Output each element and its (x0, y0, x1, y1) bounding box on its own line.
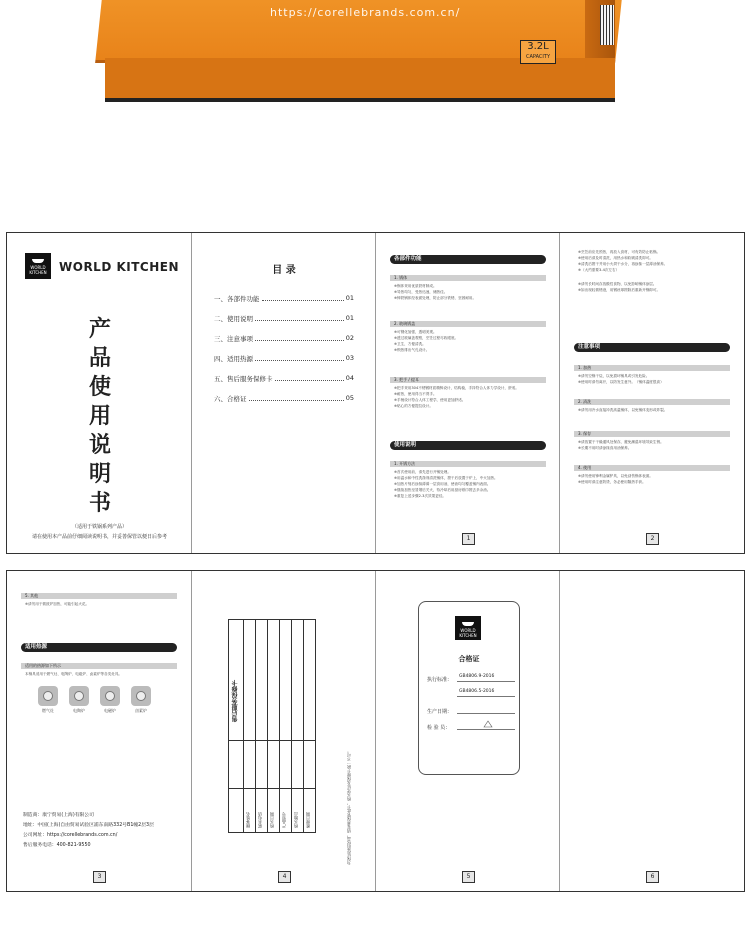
cover-title: 产品使用说明书 (88, 317, 111, 516)
toc-item-label: 二、使用说明 (214, 314, 253, 323)
inspector-label: 检 验 员： (427, 725, 451, 731)
section-title: 各部件功能 (390, 255, 546, 264)
page-2-panel (560, 233, 744, 553)
subsection-title: 2. 玻璃锅盖 (390, 321, 546, 327)
body-text: ※首次使用前，请先进行开锅处理。 ※用温水和中性洗涤剂清洗锅体，擦干后放置于炉上，中火加热。 ※加热片刻后涂抹薄薄一层食用油，使油均匀覆盖锅内表面。 ※继续加热至冒烟后关火，待冷却后用厨房纸巾擦去多余油。 ※重复上述步骤2-3次效果更佳。 (394, 470, 498, 498)
body-text: ※请勿使用锋利金属铲具，以免刮伤锅体表面。 ※使用时请注意防烫，务必使用隔热手套。 (578, 474, 653, 484)
subsection-title: 适用的热源如下所示 (21, 663, 177, 669)
standard-label: 执行标准： (427, 677, 453, 683)
toc-item-page: 05 (345, 394, 354, 402)
section-title: 适用热源 (21, 643, 177, 652)
body-text: ※请勿长时间存放酸性食物，以免影响锅体涂层。 ※如出现轻微锈迹，用钢丝球擦除后重新开锅即可。 (578, 282, 661, 292)
body-text: ※请勿用于微波炉加热，可能引起火花。 (25, 602, 90, 606)
capacity-badge (520, 40, 556, 64)
body-text: ※锅体采用优质铁材制成。 ※导热均匀，受热迅速，储热佳。 ※铸铁锅体经表面处理，防止部分铁锈，坚固耐用。 (394, 284, 477, 300)
toc-item-page: 04 (345, 374, 354, 382)
page-3-panel (7, 571, 192, 891)
toc-item[interactable] (214, 308, 354, 328)
body-text: ※请放置于干燥通风处保存，避免潮湿环境导致生锈。 ※长期不用时请涂抹食用油保养。 (578, 440, 664, 450)
capacity-caption: CAPACITY (525, 54, 550, 60)
cover-subtitle: （适用于铁锅系列产品） (71, 524, 127, 530)
ceramic-stove-icon: 电陶炉 (68, 686, 90, 714)
page-number: 6 (646, 871, 659, 883)
gas-stove-icon: 燃气灶 (37, 686, 59, 714)
warranty-title: 售后服务保修卡 (232, 680, 239, 722)
capacity-value: 3.2L (527, 41, 549, 52)
subsection-title: 2. 清洗 (574, 399, 730, 405)
pamphlet-row-1 (6, 232, 745, 554)
warranty-header: 购买日期 (269, 812, 274, 828)
certificate-card (418, 601, 520, 775)
box-front-face (105, 58, 615, 102)
brand-name: WORLD KITCHEN (59, 260, 180, 274)
toc-item[interactable] (214, 388, 354, 408)
heat-source-icons (37, 686, 152, 714)
production-date-label: 生产日期： (427, 709, 453, 715)
body-text: ※可钢化加强，透明美观。 ※透过玻璃盖观察，烹饪过程尽收眼底。 ※卫生，方便清洗。 ※锁热排出气孔设计。 (394, 330, 459, 352)
page-number: 3 (93, 871, 106, 883)
page-1-panel (376, 233, 560, 553)
toc-item-label: 四、适用热源 (214, 354, 253, 363)
subsection-title: 3. 把手 / 提耳 (390, 377, 546, 383)
body-text: ※烹饪前应先预热，再放入食材，可有效防止粘锅。 ※使用后请及时清洗，用热水和软刷清洗即可。 ※清洗后擦干并用小火烘干水分，再涂抹一层薄油保养。 ※（大约需要3-4次左右） (578, 250, 668, 272)
product-box-photo (0, 0, 750, 110)
subsection-title: 1. 加热 (574, 365, 730, 371)
body-text: ※把手采用304不锈钢材质精铸设计，结构稳，手持符合人体力学设计，舒适。 ※耐热，使用得当不烫手。 ※手柄设计符合人体工程学，使用更加舒适。 ※贴心的方便提拉设计。 (394, 386, 519, 408)
page-number: 4 (278, 871, 291, 883)
cover-notice: 请在使用本产品前仔细阅读说明书，并妥善保管以便日后参考 (31, 534, 167, 540)
toc-item[interactable] (214, 368, 354, 388)
toc-item-label: 一、各部件功能 (214, 294, 260, 303)
brand-logo-icon: WORLD KITCHEN (25, 253, 51, 279)
warranty-header: 产品型号 (281, 812, 286, 828)
body-text: ※请勿用冷水直接冲洗高温锅体，以免锅体变形或炸裂。 (578, 408, 668, 412)
halogen-stove-icon: 卤素炉 (130, 686, 152, 714)
box-url-text: https://corellebrands.com.cn/ (270, 6, 461, 19)
barcode-icon (600, 5, 614, 45)
subsection-title: 1. 锅体 (390, 275, 546, 281)
warranty-header: 购买地点 (293, 812, 298, 828)
toc-item-page: 03 (345, 354, 354, 362)
body-text: 本锅具适用于燃气灶、电陶炉、电磁炉、卤素炉等各类灶具。 (25, 672, 123, 676)
toc-item[interactable] (214, 348, 354, 368)
toc-item[interactable] (214, 288, 354, 308)
cover-panel (7, 233, 192, 553)
subsection-title: 3. 保存 (574, 431, 730, 437)
toc-item-label: 五、售后服务保修卡 (214, 374, 273, 383)
toc-list (214, 288, 354, 408)
page-number: 5 (462, 871, 475, 883)
production-date-field (457, 705, 515, 714)
toc-item[interactable] (214, 328, 354, 348)
toc-panel (192, 233, 376, 553)
section-title: 注意事项 (574, 343, 730, 352)
company-info: 制造商：康宁贸易(上海)有限公司 地址：中国(上海)自由贸易试验区浦东南路332号B1幢2层3层 公司网址：https://corellebrands.com.cn/ 售后服务电话：400-821-9550 (23, 813, 154, 848)
warranty-header: 顾客姓名 (245, 812, 250, 828)
page-number: 1 (462, 533, 475, 545)
subsection-title: 1. 开锅方法 (390, 461, 546, 467)
inspection-stamp-icon (483, 720, 493, 728)
warranty-header: 维修日期 (305, 812, 310, 828)
page-6-panel (560, 571, 744, 891)
body-text: ※请勿空锅干烧，以免损坏锅具或引发危险。 ※使用时请勿离开，以防发生意外。（锅体温度很高） (578, 374, 664, 384)
induction-stove-icon: 电磁炉 (99, 686, 121, 714)
page-4-panel (192, 571, 376, 891)
page-5-panel (376, 571, 560, 891)
warranty-card (228, 619, 316, 833)
standard-value-2: GB4806.5-2016 (457, 688, 515, 697)
standard-value-1: GB4806.9-2016 (457, 673, 515, 682)
brand-logo-icon: WORLD KITCHEN (455, 616, 481, 640)
section-title: 使用说明 (390, 441, 546, 450)
warranty-note: 为保证您的权益，请妥善保管此卡，购买凭证及保修卡缺一不可。 (346, 749, 351, 865)
subsection-title: 5. 其他 (21, 593, 177, 599)
warranty-header: 联系电话 (257, 812, 262, 828)
certificate-title: 合格证 (458, 655, 480, 663)
page-number: 2 (646, 533, 659, 545)
pamphlet-row-2 (6, 570, 745, 892)
toc-item-page: 01 (345, 294, 354, 302)
toc-item-page: 01 (345, 314, 354, 322)
toc-title: 目 录 (272, 265, 296, 276)
toc-item-label: 三、注意事项 (214, 334, 253, 343)
subsection-title: 4. 使用 (574, 465, 730, 471)
toc-item-label: 六、合格证 (214, 394, 247, 403)
toc-item-page: 02 (345, 334, 354, 342)
